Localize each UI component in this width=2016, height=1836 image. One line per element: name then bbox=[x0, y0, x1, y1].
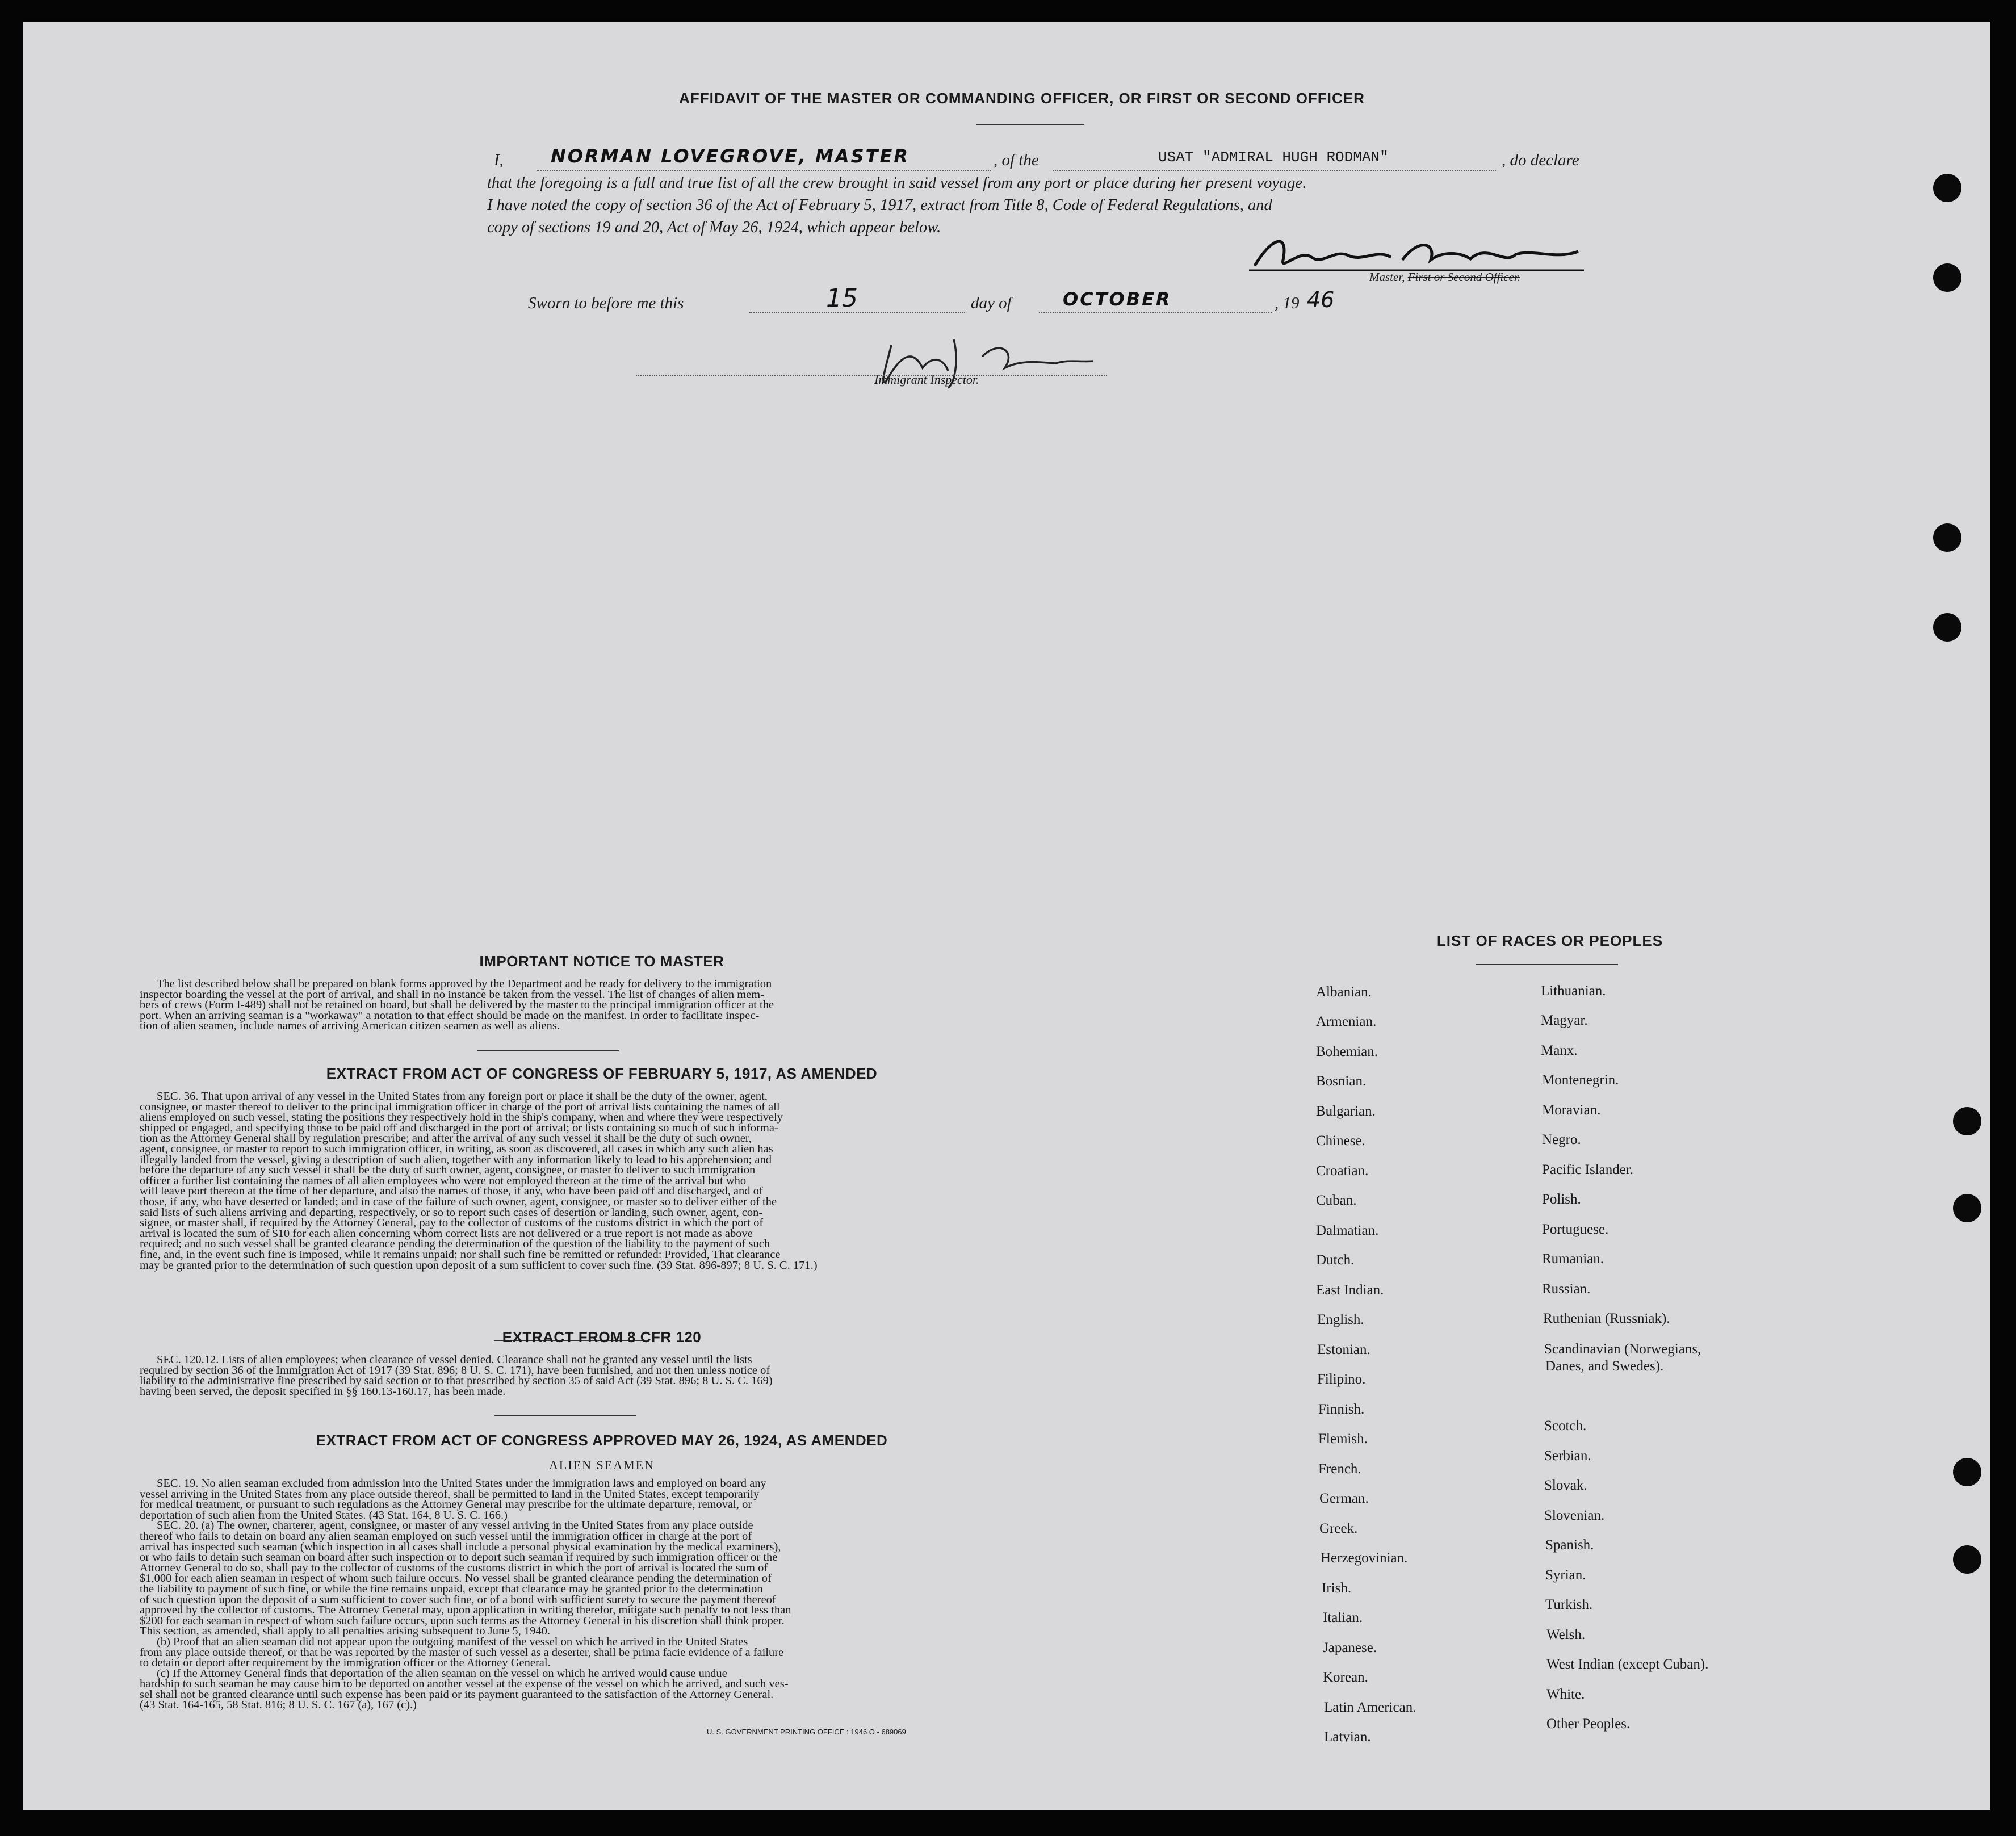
extract-1924-text bbox=[140, 1478, 986, 1711]
notice-line: inspector boarding the vessel at the port of arrival, and shall in no instance be taken from the vessel. The list of changes of alien mem- bbox=[140, 988, 765, 1001]
extract-1917-line: will leave port thereon at the time of her departure, and also the names of those, if any, who have been paid off and discharged, and of bbox=[140, 1185, 763, 1198]
race-item: Korean. bbox=[1323, 1670, 1368, 1685]
divider bbox=[494, 1415, 636, 1416]
extract-cfr-line: liability to the administrative fine prescribed by said section or to that prescribed by section 35 of said Act (39 Stat. 896; 8 U. S. C. 169) bbox=[140, 1374, 773, 1388]
important-notice-text bbox=[140, 979, 986, 1032]
day-of-label: day of bbox=[971, 294, 1012, 312]
inspector-line bbox=[636, 375, 1107, 376]
race-item: Portuguese. bbox=[1542, 1222, 1609, 1237]
sworn-label: Sworn to before me this bbox=[528, 294, 684, 312]
master-name-handwritten: NORMAN LOVEGROVE, MASTER bbox=[551, 145, 909, 167]
extract-1924-line: hardship to such seaman he may cause him to be deported on another vessel at the expense of the vessel on which he arrived, and such ves- bbox=[140, 1678, 789, 1691]
extract-1924-line: $1,000 for each alien seaman in respect of whom such failure occurs. No vessel shall be granted clearance pending the determination of bbox=[140, 1572, 772, 1585]
divider bbox=[1476, 964, 1618, 965]
race-item: Magyar. bbox=[1541, 1013, 1588, 1028]
punch-hole bbox=[1933, 174, 1961, 202]
extract-cfr-text bbox=[140, 1355, 986, 1397]
race-item: Polish. bbox=[1542, 1192, 1581, 1207]
race-item: Syrian. bbox=[1545, 1567, 1586, 1583]
extract-1917-line: required; and no such vessel shall be granted clearance pending the determination of the question of the liability to the payment of such bbox=[140, 1238, 770, 1251]
extract-1924-line: SEC. 19. No alien seaman excluded from admission into the United States under the immigration laws and employed on board any bbox=[157, 1477, 766, 1490]
extract-cfr-line: having been served, the deposit specified in §§ 160.13-160.17, has been made. bbox=[140, 1385, 506, 1398]
race-item: Rumanian. bbox=[1542, 1251, 1604, 1267]
extract-1917-line: signee, or master shall, if required by the Attorney General, pay to the collector of customs of the customs district in which the port of bbox=[140, 1217, 764, 1230]
extract-1924-line: (43 Stat. 164-165, 58 Stat. 816; 8 U. S. C. 167 (a), 167 (c).) bbox=[140, 1699, 417, 1712]
punch-hole bbox=[1933, 523, 1961, 552]
race-item: Herzegovinian. bbox=[1321, 1550, 1408, 1566]
race-item: Dalmatian. bbox=[1316, 1223, 1379, 1238]
extract-1924-line: sel shall not be granted clearance until such expense has been paid or its payment guaranteed to the satisfaction of the Attorney General. bbox=[140, 1688, 774, 1701]
extract-1924-line: vessel arriving in the United States from any place outside thereof, shall be permitted to land in the United States, except temporarily bbox=[140, 1487, 760, 1500]
punch-hole bbox=[1953, 1194, 1981, 1222]
race-item: Italian. bbox=[1323, 1610, 1363, 1625]
race-item: Spanish. bbox=[1545, 1537, 1594, 1553]
race-item: Slovak. bbox=[1544, 1478, 1587, 1493]
race-item: Welsh. bbox=[1546, 1627, 1586, 1642]
race-item: Turkish. bbox=[1545, 1597, 1593, 1612]
race-item: Chinese. bbox=[1316, 1133, 1365, 1148]
race-item: Lithuanian. bbox=[1541, 983, 1606, 999]
race-item: Japanese. bbox=[1323, 1640, 1377, 1655]
race-item: Croatian. bbox=[1316, 1163, 1369, 1179]
extract-1924-heading: EXTRACT FROM ACT OF CONGRESS APPROVED MAY 26, 1924, AS AMENDED bbox=[316, 1432, 888, 1449]
race-item-line: Scandinavian (Norwegians, bbox=[1544, 1342, 1701, 1357]
extract-1917-line: said lists of such aliens arriving and departing, respectively, or so to report such cases of desertion or landing, such owner, agent, con- bbox=[140, 1206, 763, 1219]
extract-1924-line: (b) Proof that an alien seaman did not appear upon the outgoing manifest of the vessel on which he arrived in the United States bbox=[157, 1635, 748, 1648]
race-item: Albanian. bbox=[1316, 984, 1372, 1000]
affidavit-lead bbox=[494, 151, 504, 170]
race-item: Flemish. bbox=[1318, 1431, 1368, 1447]
master-name-line bbox=[537, 170, 991, 171]
extract-1924-line: or who fails to detain such seaman on board after such inspection or to deport such seaman if required by such immigration officer or the bbox=[140, 1551, 778, 1564]
race-item: Latin American. bbox=[1324, 1700, 1416, 1715]
race-item: Dutch. bbox=[1316, 1252, 1355, 1268]
race-item: West Indian (except Cuban). bbox=[1546, 1657, 1709, 1672]
race-item: Cuban. bbox=[1316, 1193, 1357, 1208]
extract-1917-line: fine, and, in the event such fine is imposed, while it remains unpaid; nor shall such fine be remitted or refunded: Provided, That clearance bbox=[140, 1248, 781, 1261]
extract-1924-line: Attorney General to do so, shall pay to the collector of customs of the customs district in which the port of arrival is located the sum of bbox=[140, 1561, 768, 1574]
race-item: Latvian. bbox=[1324, 1729, 1371, 1745]
master-label: Master, bbox=[1369, 270, 1408, 284]
document-page bbox=[23, 22, 1990, 1810]
extract-1924-line: This section, as amended, shall apply to all penalties arising subsequent to June 5, 1940. bbox=[140, 1625, 551, 1638]
extract-1924-line: for medical treatment, or pursuant to such regulations as the Attorney General may prescribe for the ultimate departure, removal, or bbox=[140, 1498, 752, 1511]
of-the-label: , of the bbox=[994, 151, 1039, 169]
race-item: Ruthenian (Russniak). bbox=[1543, 1311, 1670, 1326]
extract-1924-line: deportation of such alien from the United States. (43 Stat. 164, 8 U. S. C. 166.) bbox=[140, 1508, 508, 1521]
extract-cfr-heading: EXTRACT FROM 8 CFR 120 bbox=[502, 1328, 702, 1345]
extract-1924-line: to detain or deport after requirement by the immigration officer or the Attorney General. bbox=[140, 1657, 551, 1670]
extract-cfr-line: SEC. 120.12. Lists of alien employees; when clearance of vessel denied. Clearance shall not be granted any vessel until the lists bbox=[157, 1353, 752, 1366]
sworn-day-handwritten: 15 bbox=[826, 284, 858, 313]
punch-hole bbox=[1953, 1107, 1981, 1135]
race-item: Manx. bbox=[1541, 1043, 1578, 1058]
race-item: German. bbox=[1319, 1491, 1369, 1506]
race-item: Bulgarian. bbox=[1316, 1104, 1376, 1119]
extract-cfr-line: required by section 36 of the Immigration Act of 1917 (39 Stat. 896; 8 U. S. C. 171), have been furnished, and not then unless notice of bbox=[140, 1364, 770, 1377]
punch-hole bbox=[1953, 1458, 1981, 1486]
race-item: Estonian. bbox=[1317, 1342, 1370, 1357]
year-suffix-handwritten: 46 bbox=[1307, 287, 1335, 312]
race-item: Other Peoples. bbox=[1546, 1716, 1631, 1732]
extract-1924-line: from any place outside thereof, or that he was reported by the master of such vessel as a deserter, shall be prima facie evidence of a failure bbox=[140, 1646, 784, 1659]
struck-officer-label: First or Second Officer. bbox=[1407, 270, 1520, 284]
race-item: Irish. bbox=[1322, 1581, 1352, 1596]
race-item: Serbian. bbox=[1544, 1448, 1591, 1464]
punch-hole bbox=[1933, 613, 1961, 642]
race-item: East Indian. bbox=[1316, 1282, 1384, 1298]
extract-1917-heading: EXTRACT FROM ACT OF CONGRESS OF FEBRUARY 5, 1917, AS AMENDED bbox=[326, 1065, 878, 1082]
extract-1917-line: aliens employed on such vessel, stating the positions they respectively hold in the ship's company, when and where they were respectively bbox=[140, 1111, 783, 1124]
extract-1917-line: shipped or engaged, and specifying those to be paid off and discharged in the port of arrival; or lists containing so much of such informa- bbox=[140, 1121, 778, 1134]
extract-1917-line: consignee, or master thereof to deliver to the principal immigration officer in charge of the port of arrival lists containing the names of all bbox=[140, 1100, 780, 1113]
race-item: Scotch. bbox=[1544, 1418, 1587, 1433]
race-item: Montenegrin. bbox=[1542, 1072, 1619, 1088]
printing-office-imprint: U. S. GOVERNMENT PRINTING OFFICE : 1946 O - 689069 bbox=[707, 1728, 906, 1736]
extract-1924-subheading: ALIEN SEAMEN bbox=[549, 1458, 655, 1472]
race-item: Greek. bbox=[1319, 1521, 1358, 1536]
vessel-line bbox=[1053, 170, 1496, 171]
divider bbox=[976, 124, 1084, 125]
notice-line: tion of alien seamen, include names of arriving American citizen seamen as well as aliens. bbox=[140, 1020, 560, 1033]
race-item: Bosnian. bbox=[1316, 1074, 1367, 1089]
extract-1924-line: thereof who fails to detain on board any alien seaman employed on such vessel until the immigration officer in charge at the port of bbox=[140, 1529, 752, 1542]
year-prefix: , 19 bbox=[1275, 294, 1300, 312]
extract-1917-line: tion as the Attorney General shall by regulation prescribe; and after the arrival of any such vessel it shall be the duty of such owner, bbox=[140, 1132, 752, 1145]
race-item bbox=[1544, 1341, 1701, 1375]
extract-1924-line: approved by the collector of customs. The Attorney General may, upon application in writing therefor, mitigate such penalty to not less than bbox=[140, 1604, 791, 1617]
race-item: Negro. bbox=[1542, 1132, 1581, 1147]
extract-1924-line: SEC. 20. (a) The owner, charterer, agent, consignee, or master of any vessel arriving in the United States from any place outside bbox=[157, 1519, 753, 1532]
races-heading: LIST OF RACES OR PEOPLES bbox=[1436, 932, 1663, 949]
race-item: Slovenian. bbox=[1544, 1508, 1605, 1523]
extract-1917-line: those, if any, who have deserted or landed; and in case of the failure of such owner, agent, consignee, or master so to deliver either of the bbox=[140, 1195, 777, 1208]
extract-1917-line: arrival is located the sum of $10 for each alien concerning whom correct lists are not delivered or a true report is not made as above bbox=[140, 1227, 753, 1240]
race-item: Russian. bbox=[1542, 1281, 1591, 1297]
notice-line: The list described below shall be prepared on blank forms approved by the Department and be ready for delivery to the immigration bbox=[157, 978, 772, 990]
extract-1924-line: of such question upon the deposit of a sum sufficient to cover such fine, or of a bond with sufficient surety to secure the payment thereof bbox=[140, 1593, 776, 1606]
race-item: White. bbox=[1546, 1687, 1585, 1702]
affidavit-line-2: that the foregoing is a full and true list of all the crew brought in said vessel from any port or place during her present voyage. bbox=[487, 174, 1307, 192]
extract-1924-line: the liability to payment of such fine, or while the fine remains unpaid, except that clearance may be granted prior to the determination bbox=[140, 1582, 763, 1595]
race-item: Bohemian. bbox=[1316, 1044, 1378, 1059]
do-declare: , do declare bbox=[1502, 151, 1579, 169]
master-title-label bbox=[1369, 270, 1520, 284]
extract-1917-line: agent, consignee, or master to report to such immigration officer, in writing, as soon as discovered, all cases in which any such alien has bbox=[140, 1142, 773, 1155]
extract-1917-line: illegally landed from the vessel, giving a description of such alien, together with any information likely to lead to his apprehension; and bbox=[140, 1153, 772, 1166]
extract-1924-line: $200 for each seaman in respect of whom such failure occurs, upon such terms as the Attorney General in his discretion shall think proper. bbox=[140, 1614, 785, 1627]
affidavit-line-4: copy of sections 19 and 20, Act of May 26, 1924, which appear below. bbox=[487, 219, 941, 236]
affidavit-title: AFFIDAVIT OF THE MASTER OR COMMANDING OFFICER, OR FIRST OR SECOND OFFICER bbox=[679, 90, 1365, 107]
affidavit-i: I, bbox=[494, 151, 504, 169]
extract-1917-line: officer a further list containing the names of all alien employees who were not employed thereon at the time of the arrival but who bbox=[140, 1174, 747, 1187]
race-item: French. bbox=[1318, 1461, 1361, 1477]
month-handwritten: OCTOBER bbox=[1063, 288, 1172, 310]
extract-1917-line: SEC. 36. That upon arrival of any vessel in the United States from any foreign port or place it shall be the duty of the owner, agent, bbox=[157, 1090, 768, 1103]
important-notice-heading: IMPORTANT NOTICE TO MASTER bbox=[479, 953, 724, 970]
month-line bbox=[1039, 312, 1272, 313]
race-item-line: Danes, and Swedes). bbox=[1545, 1359, 1664, 1374]
race-item: Pacific Islander. bbox=[1542, 1162, 1634, 1177]
notice-line: port. When an arriving seaman is a "workaway" a notation to that effect should be made on the manifest. In order to facilitate inspec- bbox=[140, 1009, 760, 1022]
race-item: English. bbox=[1317, 1312, 1364, 1327]
divider bbox=[477, 1050, 619, 1051]
extract-1924-line: (c) If the Attorney General finds that deportation of the alien seaman on the vessel on which he arrived would cause undue bbox=[157, 1667, 727, 1680]
extract-1917-text bbox=[140, 1091, 986, 1271]
race-item: Moravian. bbox=[1542, 1103, 1601, 1118]
punch-hole bbox=[1933, 263, 1961, 292]
extract-1924-line: arrival has inspected such seaman (which inspection in all cases shall include a personal physical examination by the medical examiners), bbox=[140, 1540, 781, 1553]
race-item: Filipino. bbox=[1317, 1372, 1366, 1387]
punch-hole bbox=[1953, 1545, 1981, 1574]
notice-line: bers of crews (Form I-489) shall not be retained on board, but shall be delivered by the master to the principal immigration officer at the bbox=[140, 999, 774, 1012]
vessel-name: USAT "ADMIRAL HUGH RODMAN" bbox=[1158, 149, 1389, 166]
race-item: Finnish. bbox=[1318, 1402, 1365, 1417]
extract-1917-line: before the departure of any such vessel it shall be the duty of such owner, agent, consignee, or master to deliver to such immigration bbox=[140, 1164, 756, 1177]
race-item: Armenian. bbox=[1316, 1014, 1377, 1029]
extract-1917-line: may be granted prior to the determination of such question upon deposit of a sum sufficient to cover such fine. (39 Stat. 896-897; 8 U. S. C. 171.) bbox=[140, 1259, 818, 1272]
affidavit-line-3: I have noted the copy of section 36 of the Act of February 5, 1917, extract from Title 8, Code of Federal Regulations, and bbox=[487, 196, 1272, 214]
inspector-label: Immigrant Inspector. bbox=[874, 372, 979, 387]
